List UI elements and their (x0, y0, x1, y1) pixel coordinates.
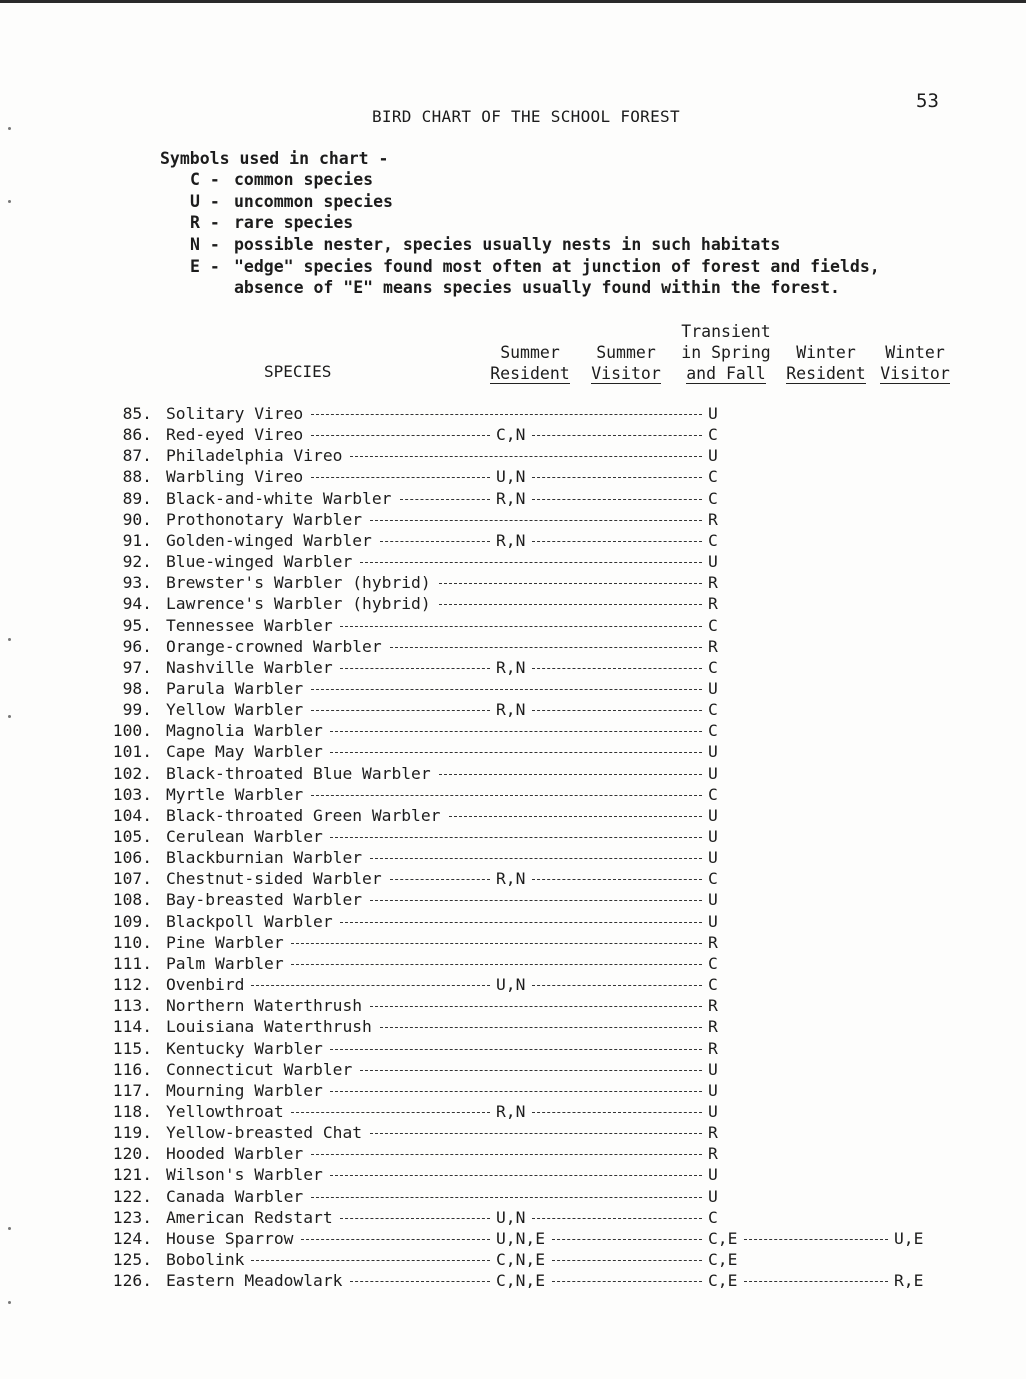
species-name: Palm Warbler (166, 953, 284, 973)
leader-dashes (330, 837, 702, 838)
species-number: 112. (112, 975, 152, 995)
species-name: Louisiana Waterthrush (166, 1017, 372, 1037)
species-number: 89. (122, 488, 152, 508)
species-column-header: SPECIES (264, 362, 332, 381)
species-number: 87. (122, 446, 152, 466)
leader-dashes (370, 900, 702, 901)
legend-continuation: absence of "E" means species usually found within the forest. (234, 278, 840, 297)
leader-dashes (532, 435, 702, 436)
leader-dashes (330, 752, 702, 753)
species-row (0, 593, 1026, 614)
leader-dashes (360, 1070, 702, 1071)
species-row (0, 657, 1026, 678)
transient-value: R (708, 1123, 718, 1143)
legend-item-edge (190, 257, 880, 276)
leader-dashes (311, 435, 490, 436)
summer-resident-value: U,N (496, 1207, 526, 1227)
species-row (0, 847, 1026, 868)
transient-value: U (708, 552, 718, 572)
leader-dashes (449, 816, 702, 817)
species-name: Hooded Warbler (166, 1144, 304, 1164)
species-number: 97. (122, 657, 152, 677)
species-name: Golden-winged Warbler (166, 530, 372, 550)
transient-value: C,E (708, 1228, 738, 1248)
species-number: 125. (112, 1250, 152, 1269)
species-row (0, 1164, 1026, 1185)
transient-value: R (708, 1017, 718, 1037)
transient-value: C (708, 975, 718, 995)
species-number: 123. (112, 1207, 152, 1227)
species-row (0, 741, 1026, 762)
species-row (0, 953, 1026, 974)
species-number: 98. (122, 678, 152, 698)
species-row (0, 1228, 1026, 1249)
species-row (0, 974, 1026, 995)
species-name: Bobolink (166, 1250, 245, 1269)
leader-dashes (439, 583, 702, 584)
summer-resident-value: U,N (496, 467, 526, 487)
transient-value: U (708, 1186, 718, 1206)
species-row (0, 1207, 1026, 1228)
species-row (0, 868, 1026, 889)
leader-dashes (380, 1027, 702, 1028)
transient-value: C (708, 700, 718, 720)
species-name: Blackpoll Warbler (166, 911, 333, 931)
transient-value: C (708, 488, 718, 508)
leader-dashes (552, 1281, 703, 1282)
species-name: Connecticut Warbler (166, 1059, 353, 1079)
scan-speck (8, 200, 11, 203)
transient-header: Transient in Spring and Fall (681, 322, 771, 383)
transient-value: C (708, 1207, 718, 1227)
summer-resident-header: Summer Resident (490, 343, 570, 383)
summer-resident-value: C,N,E (496, 1271, 546, 1291)
leader-dashes (251, 985, 490, 986)
summer-resident-value: R,N (496, 869, 526, 889)
species-name: Yellow Warbler (166, 700, 304, 720)
leader-dashes (340, 922, 702, 923)
leader-dashes (532, 499, 702, 500)
legend-item-rare (190, 213, 353, 232)
species-name: Solitary Vireo (166, 404, 304, 423)
species-name: Bay-breasted Warbler (166, 890, 363, 910)
species-name: Prothonotary Warbler (166, 509, 363, 529)
page-top-edge (0, 0, 1026, 3)
transient-value: C (708, 869, 718, 889)
species-number: 100. (112, 721, 152, 741)
legend-code: E - (190, 257, 220, 276)
leader-dashes (301, 1239, 490, 1240)
leader-dashes (350, 1281, 490, 1282)
transient-value: U (708, 742, 718, 762)
species-number: 85. (122, 404, 152, 423)
transient-value: U (708, 1059, 718, 1079)
leader-dashes (340, 668, 490, 669)
leader-dashes (390, 879, 490, 880)
leader-dashes (532, 1112, 702, 1113)
species-name: Parula Warbler (166, 678, 304, 698)
leader-dashes (532, 668, 702, 669)
transient-value: U (708, 805, 718, 825)
transient-value: C (708, 953, 718, 973)
transient-value: U (708, 404, 718, 423)
legend-item-nester (190, 235, 780, 254)
leader-dashes (532, 541, 702, 542)
winter-visitor-value: R,E (894, 1271, 924, 1291)
species-name: Pine Warbler (166, 932, 284, 952)
leader-dashes (340, 1218, 490, 1219)
transient-value: U (708, 446, 718, 466)
species-row (0, 488, 1026, 509)
leader-dashes (370, 520, 702, 521)
species-number: 108. (112, 890, 152, 910)
species-name: House Sparrow (166, 1228, 294, 1248)
species-row (0, 530, 1026, 551)
species-number: 111. (112, 953, 152, 973)
species-name: Northern Waterthrush (166, 996, 363, 1016)
species-row (0, 1270, 1026, 1291)
species-name: Blackburnian Warbler (166, 848, 363, 868)
species-row (0, 466, 1026, 487)
species-name: Mourning Warbler (166, 1080, 323, 1100)
summer-resident-value: C,N,E (496, 1250, 546, 1269)
transient-value: R (708, 932, 718, 952)
species-number: 122. (112, 1186, 152, 1206)
species-row (0, 763, 1026, 784)
summer-resident-value: R,N (496, 700, 526, 720)
species-number: 91. (122, 530, 152, 550)
species-number: 118. (112, 1101, 152, 1121)
scan-speck (8, 127, 11, 130)
species-number: 86. (122, 425, 152, 445)
species-number: 121. (112, 1165, 152, 1185)
species-number: 99. (122, 700, 152, 720)
leader-dashes (370, 1133, 702, 1134)
species-number: 114. (112, 1017, 152, 1037)
leader-dashes (291, 1112, 490, 1113)
species-number: 119. (112, 1123, 152, 1143)
transient-value: C (708, 530, 718, 550)
leader-dashes (291, 943, 702, 944)
legend-heading: Symbols used in chart - (160, 149, 389, 168)
leader-dashes (390, 647, 702, 648)
species-number: 116. (112, 1059, 152, 1079)
species-number: 107. (112, 869, 152, 889)
winter-visitor-value: U,E (894, 1228, 924, 1248)
species-row (0, 1122, 1026, 1143)
species-row (0, 678, 1026, 699)
leader-dashes (552, 1260, 703, 1261)
summer-resident-value: R,N (496, 530, 526, 550)
transient-value: R (708, 996, 718, 1016)
species-name: Black-and-white Warbler (166, 488, 392, 508)
transient-value: U (708, 1165, 718, 1185)
transient-value: C (708, 425, 718, 445)
leader-dashes (532, 985, 702, 986)
leader-dashes (311, 1154, 702, 1155)
species-row (0, 720, 1026, 741)
species-number: 110. (112, 932, 152, 952)
leader-dashes (311, 795, 702, 796)
species-name: Red-eyed Vireo (166, 425, 304, 445)
species-name: Cerulean Warbler (166, 827, 323, 846)
leader-dashes (340, 626, 702, 627)
summer-resident-value: R,N (496, 488, 526, 508)
species-row (0, 551, 1026, 572)
species-name: Warbling Vireo (166, 467, 304, 487)
species-row (0, 615, 1026, 636)
species-row (0, 509, 1026, 530)
species-name: Orange-crowned Warbler (166, 636, 382, 656)
transient-value: R (708, 1144, 718, 1164)
scan-speck (8, 1301, 11, 1304)
legend-code: N - (190, 235, 220, 254)
summer-resident-value: R,N (496, 1101, 526, 1121)
transient-value: U (708, 911, 718, 931)
summer-resident-value: C,N (496, 425, 526, 445)
legend-code: C - (190, 170, 220, 189)
leader-dashes (330, 731, 702, 732)
species-name: American Redstart (166, 1207, 333, 1227)
legend-text: possible nester, species usually nests in such habitats (234, 235, 781, 254)
species-number: 126. (112, 1271, 152, 1291)
species-number: 101. (112, 742, 152, 762)
species-row (0, 1080, 1026, 1101)
leader-dashes (330, 1175, 702, 1176)
page-title: BIRD CHART OF THE SCHOOL FOREST (372, 107, 680, 126)
leader-dashes (311, 689, 702, 690)
transient-value: R (708, 1038, 718, 1058)
transient-value: R (708, 573, 718, 593)
leader-dashes (311, 1197, 702, 1198)
transient-value: U (708, 1101, 718, 1121)
leader-dashes (532, 710, 702, 711)
species-number: 109. (112, 911, 152, 931)
species-number: 96. (122, 636, 152, 656)
legend-item-common (190, 170, 373, 189)
species-row (0, 636, 1026, 657)
leader-dashes (400, 499, 490, 500)
species-number: 93. (122, 573, 152, 593)
species-row (0, 572, 1026, 593)
species-name: Lawrence's Warbler (hybrid) (166, 594, 431, 614)
leader-dashes (744, 1239, 888, 1240)
species-number: 92. (122, 552, 152, 572)
transient-value: C (708, 657, 718, 677)
species-name: Tennessee Warbler (166, 615, 333, 635)
legend-code: R - (190, 213, 220, 232)
species-number: 95. (122, 615, 152, 635)
species-row (0, 784, 1026, 805)
species-name: Canada Warbler (166, 1186, 304, 1206)
leader-dashes (360, 562, 702, 563)
legend-item-uncommon (190, 192, 393, 211)
species-name: Brewster's Warbler (hybrid) (166, 573, 431, 593)
species-number: 90. (122, 509, 152, 529)
transient-value: U (708, 1080, 718, 1100)
page-number: 53 (916, 90, 939, 112)
transient-value: R (708, 509, 718, 529)
species-row (0, 403, 1026, 424)
leader-dashes (330, 1049, 702, 1050)
transient-value: U (708, 827, 718, 846)
species-name: Blue-winged Warbler (166, 552, 353, 572)
species-number: 120. (112, 1144, 152, 1164)
species-row (0, 1143, 1026, 1164)
species-row (0, 445, 1026, 466)
winter-visitor-header: Winter Visitor (880, 343, 950, 383)
winter-resident-header: Winter Resident (786, 343, 866, 383)
species-row (0, 911, 1026, 932)
transient-value: C (708, 721, 718, 741)
species-row (0, 1059, 1026, 1080)
legend-text: uncommon species (234, 192, 393, 211)
leader-dashes (311, 710, 490, 711)
species-number: 88. (122, 467, 152, 487)
species-name: Black-throated Blue Warbler (166, 763, 431, 783)
leader-dashes (330, 1091, 702, 1092)
species-row (0, 1101, 1026, 1122)
leader-dashes (350, 456, 702, 457)
summer-resident-value: U,N,E (496, 1228, 546, 1248)
transient-value: C (708, 784, 718, 804)
leader-dashes (532, 1218, 702, 1219)
species-row (0, 889, 1026, 910)
legend-code: U - (190, 192, 220, 211)
leader-dashes (370, 858, 702, 859)
transient-value: U (708, 763, 718, 783)
leader-dashes (744, 1281, 888, 1282)
species-row (0, 932, 1026, 953)
species-name: Myrtle Warbler (166, 784, 304, 804)
species-name: Wilson's Warbler (166, 1165, 323, 1185)
species-number: 102. (112, 763, 152, 783)
leader-dashes (439, 774, 702, 775)
leader-dashes (311, 477, 490, 478)
species-name: Ovenbird (166, 975, 245, 995)
species-number: 94. (122, 594, 152, 614)
transient-value: U (708, 848, 718, 868)
species-number: 105. (112, 827, 152, 846)
transient-value: C (708, 467, 718, 487)
species-name: Yellowthroat (166, 1101, 284, 1121)
legend-text: "edge" species found most often at junction of forest and fields, (234, 257, 880, 276)
species-row (0, 699, 1026, 720)
species-name: Nashville Warbler (166, 657, 333, 677)
species-name: Eastern Meadowlark (166, 1271, 343, 1291)
species-row (0, 424, 1026, 445)
leader-dashes (311, 414, 702, 415)
transient-value: C,E (708, 1250, 738, 1269)
species-row (0, 826, 1026, 847)
species-number: 106. (112, 848, 152, 868)
species-row (0, 805, 1026, 826)
transient-value: U (708, 890, 718, 910)
species-number: 115. (112, 1038, 152, 1058)
species-name: Chestnut-sided Warbler (166, 869, 382, 889)
summer-resident-value: R,N (496, 657, 526, 677)
transient-value: R (708, 594, 718, 614)
species-row (0, 1249, 1026, 1270)
species-number: 124. (112, 1228, 152, 1248)
transient-value: U (708, 678, 718, 698)
summer-visitor-header: Summer Visitor (591, 343, 661, 383)
transient-value: C,E (708, 1271, 738, 1291)
species-row (0, 1016, 1026, 1037)
legend-text: rare species (234, 213, 354, 232)
transient-value: C (708, 615, 718, 635)
leader-dashes (370, 1006, 702, 1007)
species-name: Cape May Warbler (166, 742, 323, 762)
species-number: 117. (112, 1080, 152, 1100)
species-name: Magnolia Warbler (166, 721, 323, 741)
transient-value: R (708, 636, 718, 656)
leader-dashes (291, 964, 702, 965)
legend-text: common species (234, 170, 374, 189)
leader-dashes (439, 604, 702, 605)
species-number: 113. (112, 996, 152, 1016)
leader-dashes (251, 1260, 490, 1261)
summer-resident-value: U,N (496, 975, 526, 995)
species-name: Kentucky Warbler (166, 1038, 323, 1058)
species-name: Philadelphia Vireo (166, 446, 343, 466)
leader-dashes (532, 477, 702, 478)
species-name: Black-throated Green Warbler (166, 805, 441, 825)
leader-dashes (532, 879, 702, 880)
species-name: Yellow-breasted Chat (166, 1123, 363, 1143)
species-row (0, 1186, 1026, 1207)
species-number: 104. (112, 805, 152, 825)
leader-dashes (552, 1239, 703, 1240)
species-row (0, 995, 1026, 1016)
species-row (0, 1038, 1026, 1059)
leader-dashes (380, 541, 490, 542)
species-number: 103. (112, 784, 152, 804)
